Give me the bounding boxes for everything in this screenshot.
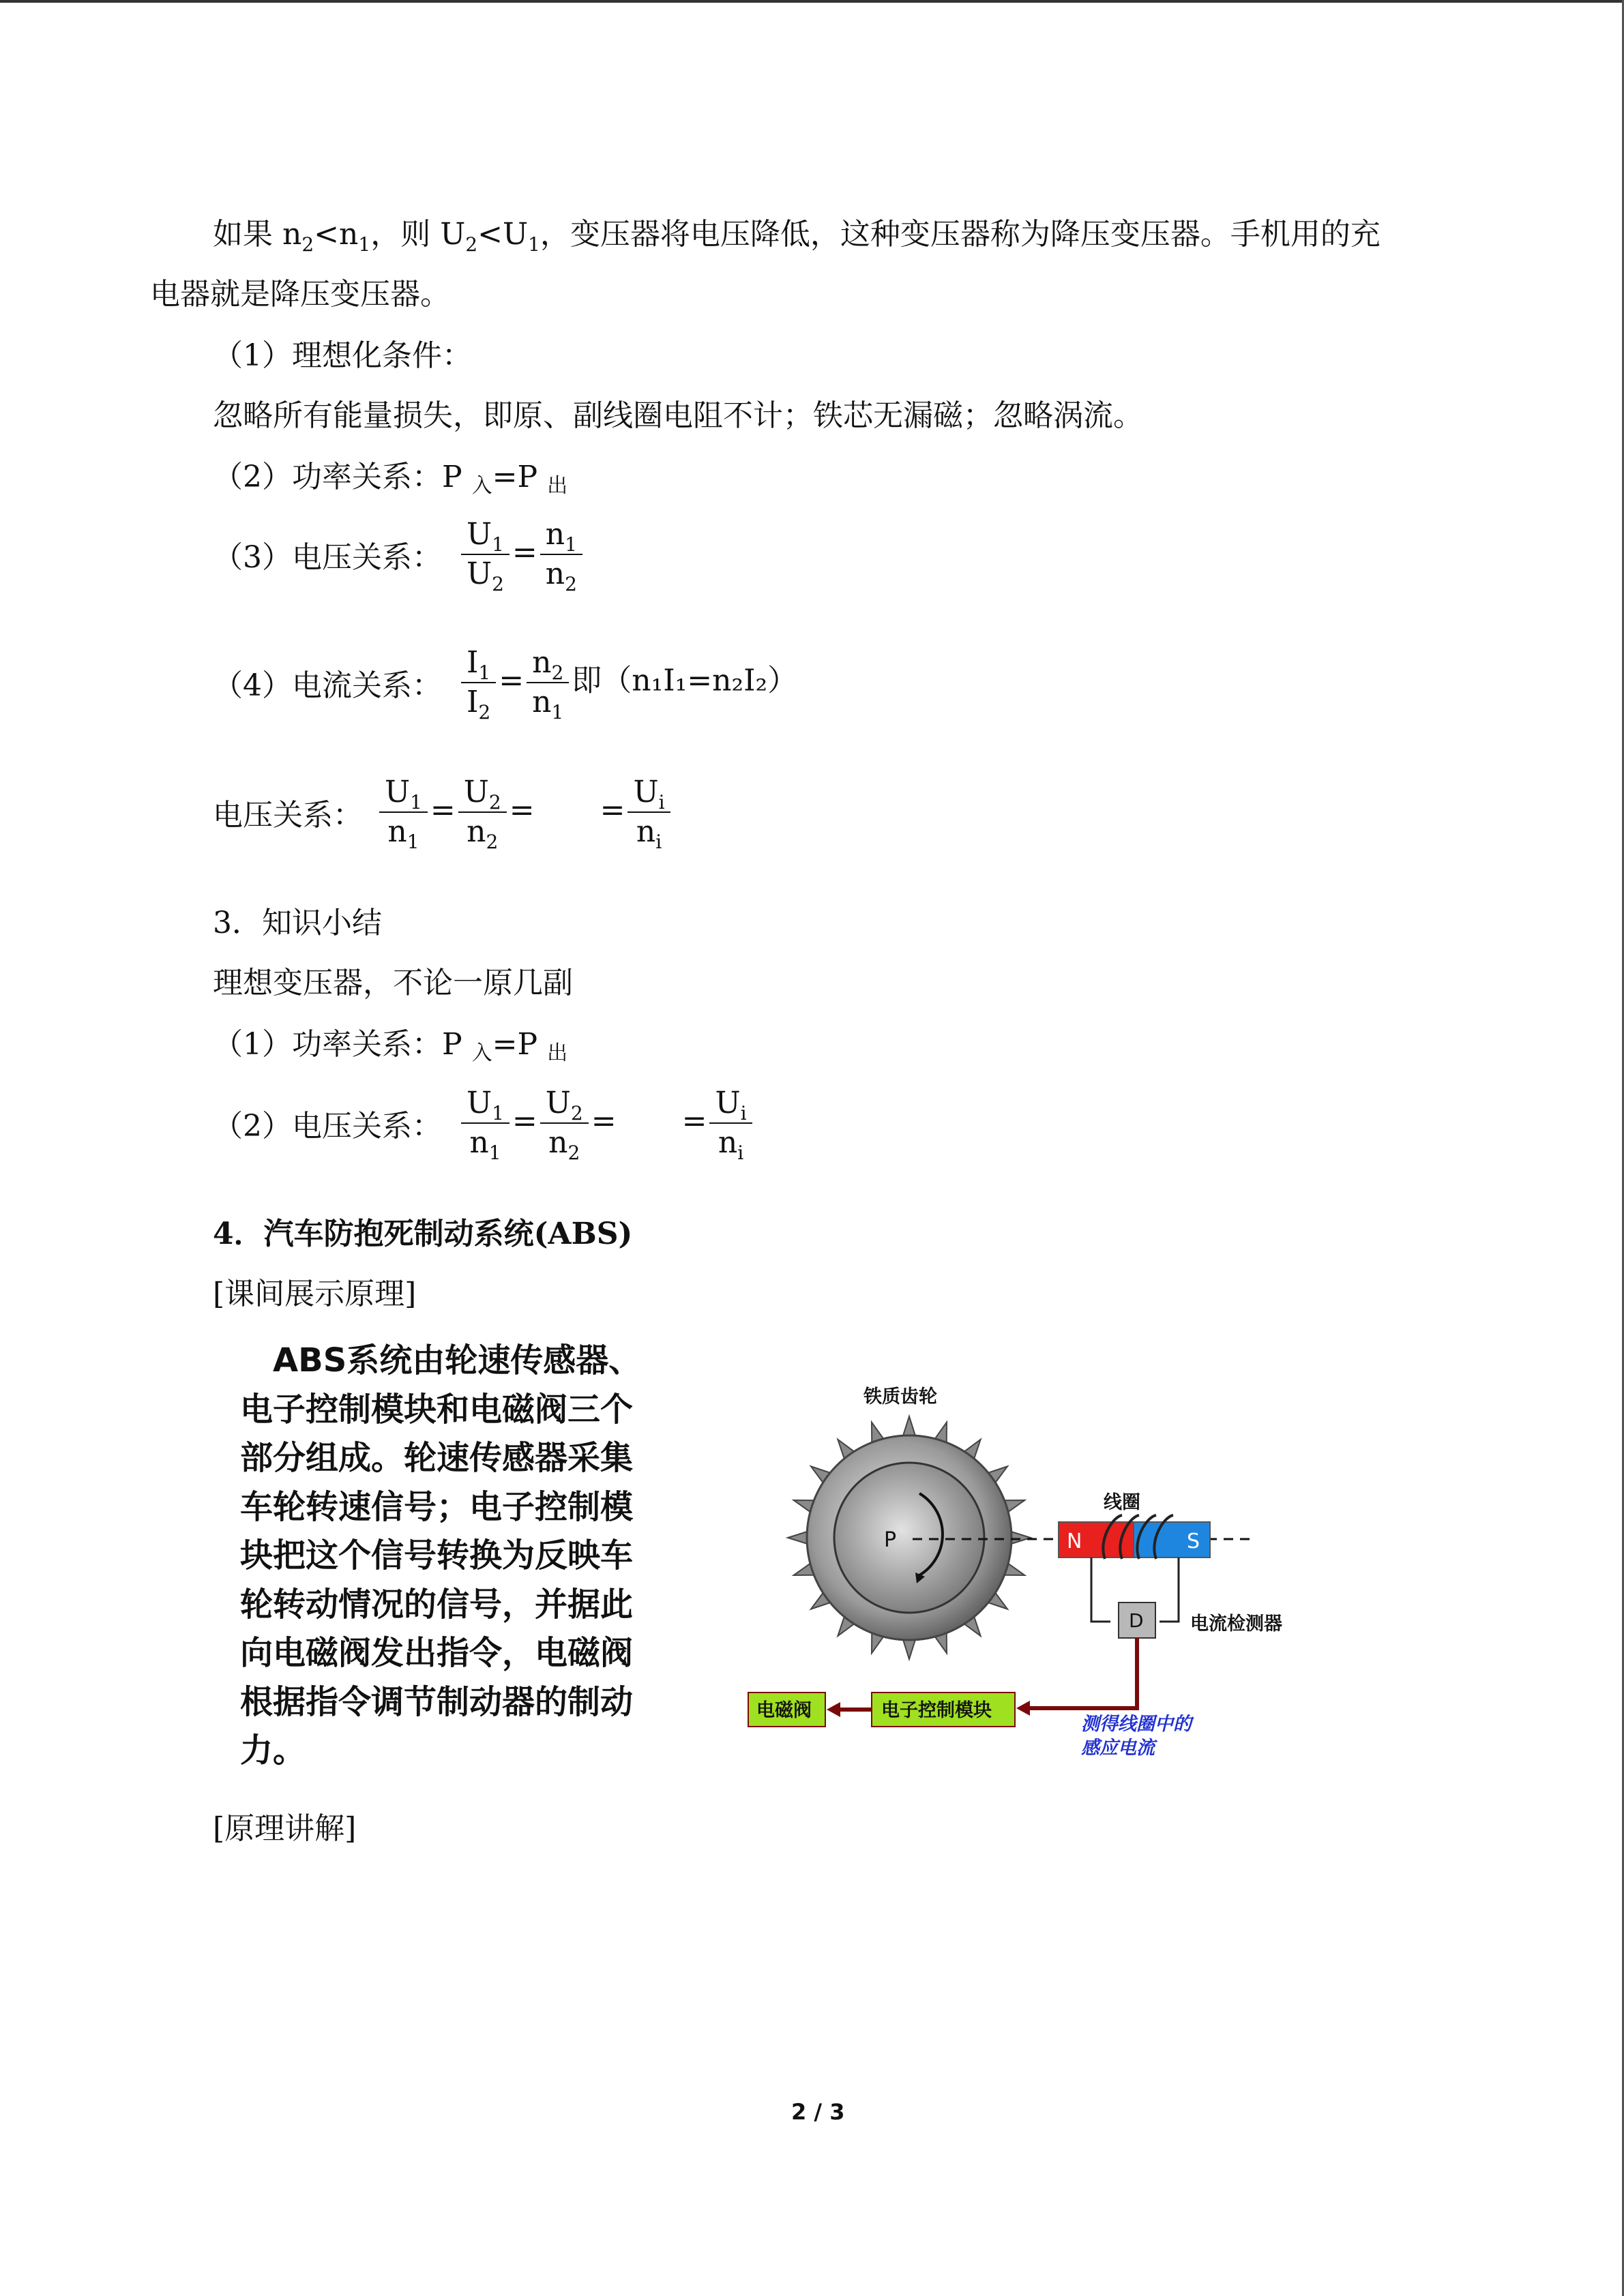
d-label: D [1129, 1609, 1144, 1632]
para1-line2: 电器就是降压变压器。 [150, 277, 450, 312]
sv-fraction-1: $\frac{U_1}{n_1}$ [461, 1084, 510, 1162]
voltage-fraction-left: $\frac{U_1}{U_2}$ [461, 516, 510, 593]
p-label: P [884, 1528, 897, 1552]
coil-wire-right [1160, 1557, 1179, 1622]
power-relation: （2）功率关系：P 入=P 出 [213, 460, 568, 498]
induced-label-line2: 感应电流 [1081, 1738, 1155, 1759]
abs-line: 力。 [240, 1731, 306, 1770]
abs-diagram [737, 1371, 1310, 1780]
gear-hub [834, 1463, 984, 1613]
coil-label: 线圈 [1104, 1492, 1140, 1513]
summary-voltage-label: （2）电压关系： [213, 1109, 442, 1144]
para1-line1: 如果 $n_2<n_1$，则 $U_2<U_1$，变压器将电压降低，这种变压器称为降压变压器。手机用的充 [213, 217, 1381, 256]
voltage-label: （3）电压关系： [213, 540, 442, 575]
abs-line: 根据指令调节制动器的制动 [240, 1682, 634, 1721]
current-formula: $\frac{I_1}{I_2}$ = $\frac{n_2}{n_1}$ 即（n₁I₁=n₂I₂） [458, 644, 797, 721]
abs-line: 向电磁阀发出指令，电磁阀 [240, 1634, 634, 1672]
vg-fraction-2: $\frac{U_2}{n_2}$ [458, 773, 507, 851]
abs-heading: 4．汽车防抱死制动系统(ABS) [213, 1217, 633, 1251]
abs-explain-label: [原理讲解] [213, 1811, 357, 1846]
current-tail: 即（n₁I₁=n₂I₂） [572, 663, 798, 698]
abs-demo-label: [课间展示原理] [213, 1277, 417, 1311]
current-fraction-right: $\frac{n_2}{n_1}$ [527, 644, 569, 721]
signal-line [1030, 1638, 1137, 1708]
arrow-to-ecu-icon [1016, 1701, 1030, 1716]
summary-voltage-formula: $\frac{U_1}{n_1}$ = $\frac{U_2}{n_2}$ = = $\frac{U_i}{n_i}$ [458, 1084, 755, 1162]
valve-label: 电磁阀 [756, 1700, 812, 1721]
vg-fraction-3: $\frac{U_i}{n_i}$ [628, 773, 670, 851]
summary-text: 理想变压器，不论一原几副 [213, 966, 573, 1000]
abs-line: 车轮转速信号；电子控制模 [240, 1487, 634, 1526]
abs-line: 块把这个信号转换为反映车 [240, 1536, 634, 1575]
abs-line: ABS系统由轮速传感器、 [240, 1341, 642, 1380]
abs-line: 部分组成。轮速传感器采集 [240, 1439, 634, 1477]
voltage-general-formula: $\frac{U_1}{n_1}$ = $\frac{U_2}{n_2}$ = = $\frac{U_i}{n_i}$ [377, 773, 673, 851]
voltage-general-label: 电压关系： [213, 798, 363, 833]
coil-wire-left [1091, 1557, 1110, 1622]
abs-line: 轮转动情况的信号，并据此 [240, 1585, 634, 1624]
sv-fraction-2: $\frac{U_2}{n_2}$ [540, 1084, 589, 1162]
ideal-text: 忽略所有能量损失，即原、副线圈电阻不计；铁芯无漏磁；忽略涡流。 [213, 398, 1143, 433]
n-label: N [1067, 1530, 1082, 1553]
page-top-border [0, 0, 1624, 3]
induced-label-line1: 测得线圈中的 [1081, 1714, 1192, 1735]
summary-power: （1）功率关系：P 入=P 出 [213, 1027, 568, 1065]
arrow-to-valve-icon [827, 1702, 840, 1717]
current-label: （4）电流关系： [213, 668, 442, 703]
summary-heading: 3．知识小结 [213, 906, 382, 940]
s-label: S [1187, 1530, 1200, 1553]
abs-description [240, 1337, 690, 1776]
page-number: 2 / 3 [791, 2099, 845, 2125]
gear-label: 铁质齿轮 [863, 1386, 937, 1407]
voltage-formula: $\frac{U_1}{U_2}$ = $\frac{n_1}{n_2}$ [458, 516, 585, 593]
voltage-fraction-right: $\frac{n_1}{n_2}$ [540, 516, 582, 593]
ideal-heading: （1）理想化条件： [213, 338, 472, 373]
detector-label: 电流检测器 [1190, 1613, 1282, 1635]
current-fraction-left: $\frac{I_1}{I_2}$ [461, 644, 496, 721]
sv-fraction-3: $\frac{U_i}{n_i}$ [709, 1084, 752, 1162]
abs-line: 电子控制模块和电磁阀三个 [240, 1390, 634, 1429]
vg-fraction-1: $\frac{U_1}{n_1}$ [379, 773, 428, 851]
ecu-label: 电子控制模块 [881, 1700, 992, 1721]
